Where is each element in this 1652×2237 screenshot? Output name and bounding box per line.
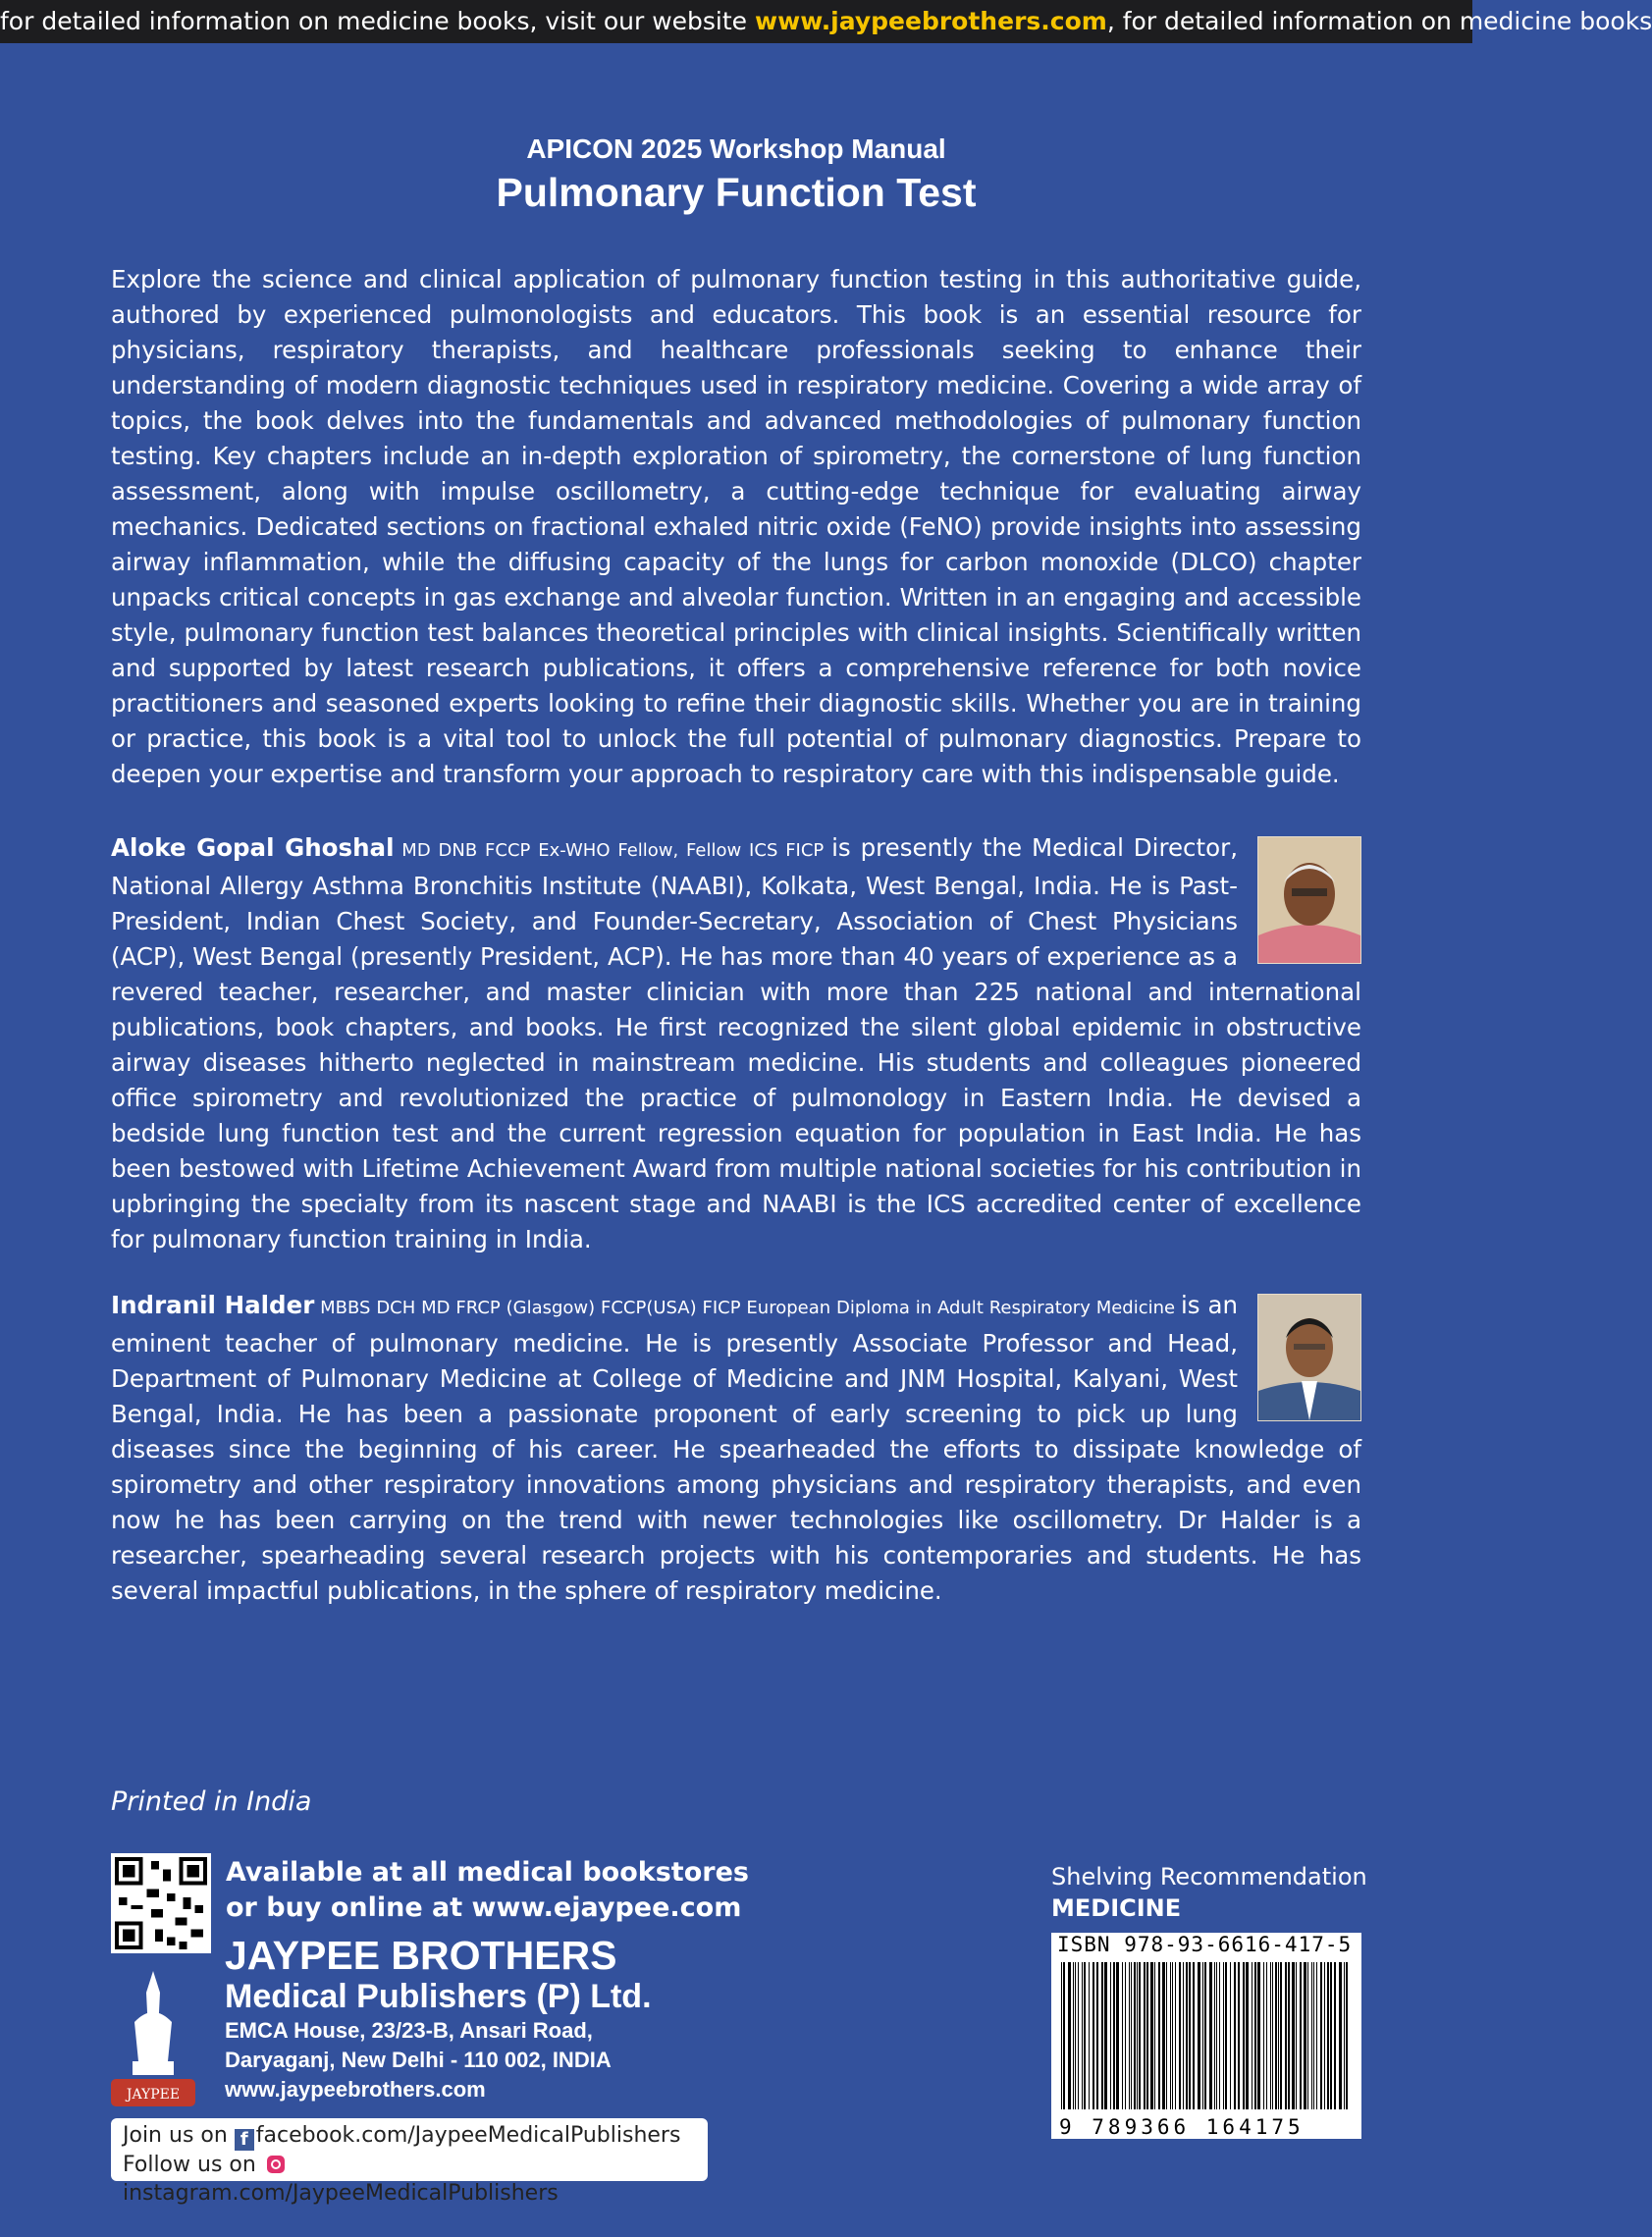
instagram-url[interactable]: instagram.com/JaypeeMedicalPublishers: [123, 2181, 559, 2206]
shelving-recommendation: [1051, 1861, 1367, 1924]
author-photo-1: [1257, 836, 1361, 964]
top-banner: [0, 0, 1652, 43]
publisher-name-2: Medical Publishers (P) Ltd.: [225, 1978, 652, 2015]
availability-line-1: Available at all medical bookstores: [226, 1857, 749, 1888]
facebook-line[interactable]: [123, 2121, 696, 2151]
author-photo-2: [1257, 1294, 1361, 1421]
social-links: [111, 2118, 708, 2206]
publisher-website[interactable]: www.jaypeebrothers.com: [225, 2077, 486, 2102]
book-description: Explore the science and clinical application of pulmonary function testing in this authoritative guide, authored by experienced pulmonologists and educators. This book is an essential resource for physicians, respiratory therapists, and healthcare professionals seeking to enhance their understanding of modern diagnostic techniques used in respiratory medicine. Covering a wide array of topics, the book delves into the fundamentals and advanced methodologies of pulmonary function testing. Key chapters include an in-depth exploration of spirometry, the cornerstone of lung function assessment, along with impulse oscillometry, a cutting-edge technique for evaluating airway mechanics. Dedicated sections on fractional exhaled nitric oxide (FeNO) provide insights into assessing airway inflammation, while the diffusing capacity of the lungs for carbon monoxide (DLCO) chapter unpacks critical concepts in gas exchange and alveolar function. Written in an engaging and accessible style, pulmonary function test balances theoretical principles with clinical insights. Scientifically written and supported by latest research publications, it offers a comprehensive reference for both novice practitioners and seasoned experts looking to refine their diagnostic skills. Whether you are in training or practice, this book is a vital tool to unlock the full potential of pulmonary diagnostics. Prepare to deepen your expertise and transform your approach to respiratory care with this indispensable guide.: [111, 265, 1361, 788]
availability-line-2: or buy online at www.ejaypee.com: [226, 1892, 742, 1923]
publisher-address-2: Daryaganj, New Delhi - 110 002, INDIA: [225, 2048, 612, 2072]
author-name-2: Indranil Halder: [111, 1291, 315, 1319]
banner-text-b: , for detailed information on medicine books: [1106, 7, 1652, 35]
logo-text: JAYPEE: [126, 2087, 181, 2103]
isbn-barcode: [1051, 1933, 1361, 2139]
publisher-name: JAYPEE BROTHERS: [225, 1933, 617, 1978]
author-bio-1: [111, 830, 1361, 1257]
author-bio-text-2: is an eminent teacher of pulmonary medicine. He is presently Associate Professor and Head, Department of Pulmonary Medicine at College of Medicine and JNM Hospital, Kalyani, West Bengal, India. He has been a passionate proponent of early screening to pick up lung diseases since the beginning of his career. He spearheaded the efforts to dissipate knowledge of spirometry and other respiratory innovations among physicians and respiratory therapists, and even now he has been carrying on the trend with newer technologies like oscillometry. Dr Halder is a researcher, spearheading several research projects with his contemporaries and students. He has several impactful publications, in the sphere of respiratory medicine.: [111, 1291, 1361, 1605]
barcode-digits: 9 789366 164175: [1059, 2115, 1305, 2139]
banner-text-a: for detailed information on medicine books, visit our website: [0, 7, 755, 35]
website-link[interactable]: www.jaypeebrothers.com: [755, 7, 1107, 35]
facebook-prefix: Join us on: [123, 2123, 235, 2148]
facebook-icon: f: [235, 2129, 254, 2151]
shelving-label: Shelving Recommendation: [1051, 1863, 1367, 1891]
author-bio-2: [111, 1288, 1361, 1609]
book-title: Pulmonary Function Test: [496, 170, 977, 215]
book-header: [0, 132, 1472, 218]
author-bio-text-1: is presently the Medical Director, National Allergy Asthma Bronchitis Institute (NAABI), Kolkata, West Bengal, India. He is Past-President, Indian Chest Society, and Founder-Secretary, Association of Chest Physicians (ACP), West Bengal (presently President, ACP). He has more than 40 years of experience as a revered teacher, researcher, and master clinician with more than 225 national and international publications, book chapters, and books. He first recognized the silent global epidemic in obstructive airway diseases hitherto neglected in mainstream medicine. His students and colleagues pioneered office spirometry and revolutionized the practice of pulmonology in Eastern India. He devised a bedside lung function test and the current regression equation for population in East India. He has been bestowed with Lifetime Achievement Award from multiple national societies for his contribution in upbringing the specialty from its nascent stage and NAABI is the ICS accredited center of excellence for pulmonary function training in India.: [111, 833, 1361, 1253]
isbn-text: ISBN 978-93-6616-417-5: [1057, 1933, 1353, 1956]
jaypee-logo: [111, 1963, 195, 2106]
qr-code[interactable]: [111, 1853, 211, 1953]
instagram-line[interactable]: [123, 2151, 696, 2208]
instagram-prefix: Follow us on: [123, 2153, 263, 2177]
book-subtitle: APICON 2025 Workshop Manual: [526, 133, 946, 164]
facebook-url[interactable]: facebook.com/JaypeeMedicalPublishers: [255, 2123, 681, 2148]
instagram-icon: [267, 2156, 285, 2173]
shelving-value: MEDICINE: [1051, 1894, 1182, 1922]
availability-info: [226, 1855, 749, 1926]
author-credentials-1: MD DNB FCCP Ex-WHO Fellow, Fellow ICS FICP: [394, 840, 832, 861]
publisher-address-1: EMCA House, 23/23-B, Ansari Road,: [225, 2018, 593, 2043]
author-name-1: Aloke Gopal Ghoshal: [111, 833, 395, 862]
barcode-bars: [1057, 1962, 1356, 2109]
publisher-info: [225, 1934, 652, 2104]
author-credentials-2: MBBS DCH MD FRCP (Glasgow) FCCP(USA) FICP European Diploma in Adult Respiratory Medicine: [314, 1298, 1181, 1318]
printed-in: Printed in India: [111, 1786, 312, 1817]
